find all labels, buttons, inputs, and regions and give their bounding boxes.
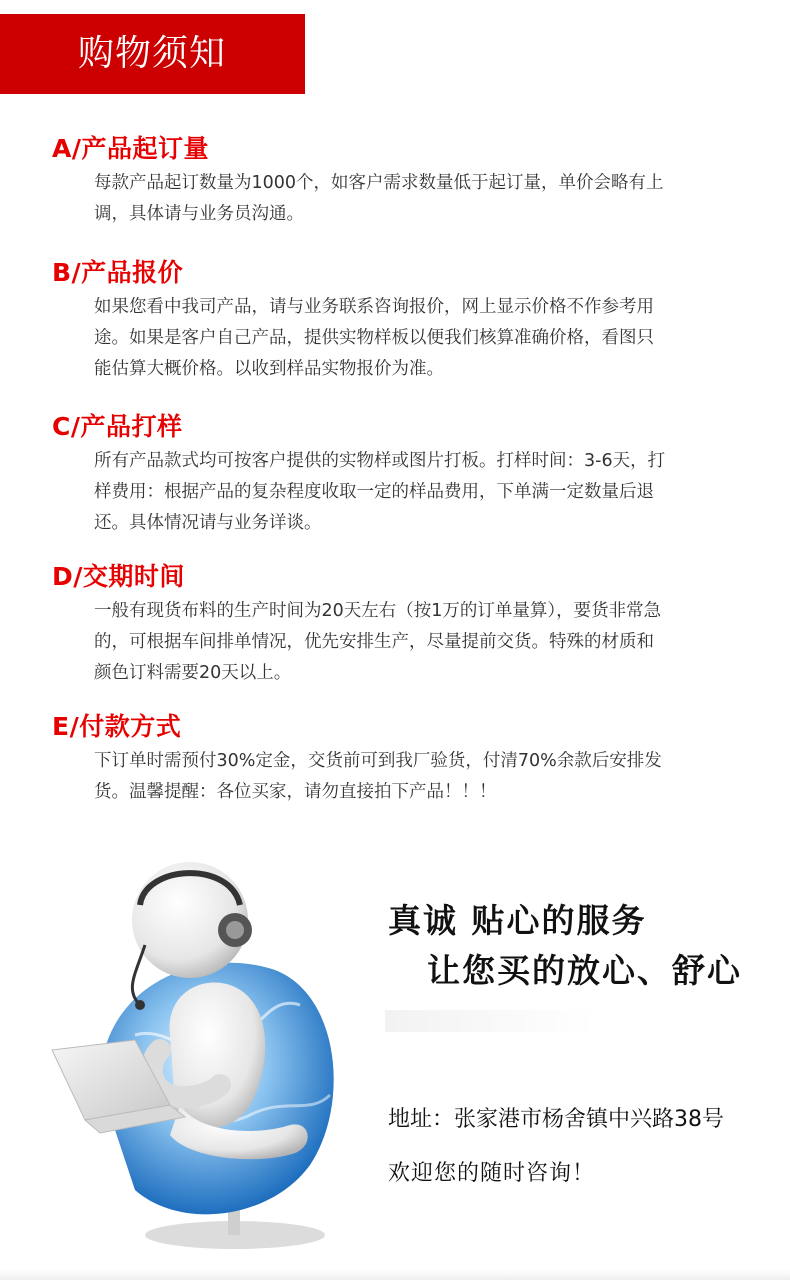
body-line: 货。温馨提醒：各位买家，请勿直接拍下产品！！！ xyxy=(94,782,497,802)
address-text: 地址：张家港市杨舍镇中兴路38号 xyxy=(388,1107,724,1132)
service-promo xyxy=(0,835,790,1280)
slogan-box xyxy=(385,895,775,1025)
slogan-line-1: 真诚 贴心的服务 xyxy=(388,901,647,940)
customer-service-figure-icon xyxy=(40,835,380,1275)
section-delivery-time xyxy=(52,562,762,689)
section-heading: C/产品打样 xyxy=(52,412,183,441)
section-sampling xyxy=(52,412,762,539)
section-heading: D/交期时间 xyxy=(52,562,185,591)
section-min-order xyxy=(52,134,762,230)
section-body xyxy=(94,746,759,808)
body-line: 的，可根据车间排单情况，优先安排生产，尽量提前交货。特殊的材质和 xyxy=(94,632,654,652)
header-banner xyxy=(0,14,305,94)
body-line: 下订单时需预付30%定金，交货前可到我厂验货，付清70%余款后安排发 xyxy=(94,751,662,771)
slogan-underline xyxy=(385,1010,595,1032)
welcome-text: 欢迎您的随时咨询！ xyxy=(388,1161,596,1186)
section-payment xyxy=(52,712,762,808)
body-line: 一般有现货布料的生产时间为20天左右（按1万的订单量算），要货非常急 xyxy=(94,601,662,621)
bottom-divider xyxy=(0,1270,790,1280)
page-title: 购物须知 xyxy=(78,33,227,74)
slogan-line-2: 让您买的放心、舒心 xyxy=(427,951,742,990)
body-line: 颜色订料需要20天以上。 xyxy=(94,663,292,683)
section-heading: E/付款方式 xyxy=(52,712,182,741)
body-line: 途。如果是客户自己产品，提供实物样板以便我们核算准确价格，看图只 xyxy=(94,328,654,348)
section-body xyxy=(94,292,759,385)
body-line: 还。具体情况请与业务详谈。 xyxy=(94,513,322,533)
body-line: 样费用：根据产品的复杂程度收取一定的样品费用，下单满一定数量后退 xyxy=(94,482,654,502)
section-heading: B/产品报价 xyxy=(52,258,184,287)
body-line: 调，具体请与业务员沟通。 xyxy=(94,204,304,224)
section-body xyxy=(94,168,759,230)
body-line: 所有产品款式均可按客户提供的实物样或图片打板。打样时间：3-6天，打 xyxy=(94,451,666,471)
section-body xyxy=(94,446,759,539)
section-heading: A/产品起订量 xyxy=(52,134,209,163)
section-body xyxy=(94,596,759,689)
body-line: 每款产品起订数量为1000个，如客户需求数量低于起订量，单价会略有上 xyxy=(94,173,664,193)
section-quotation xyxy=(52,258,762,385)
body-line: 如果您看中我司产品，请与业务联系咨询报价，网上显示价格不作参考用 xyxy=(94,297,654,317)
body-line: 能估算大概价格。以收到样品实物报价为准。 xyxy=(94,359,444,379)
